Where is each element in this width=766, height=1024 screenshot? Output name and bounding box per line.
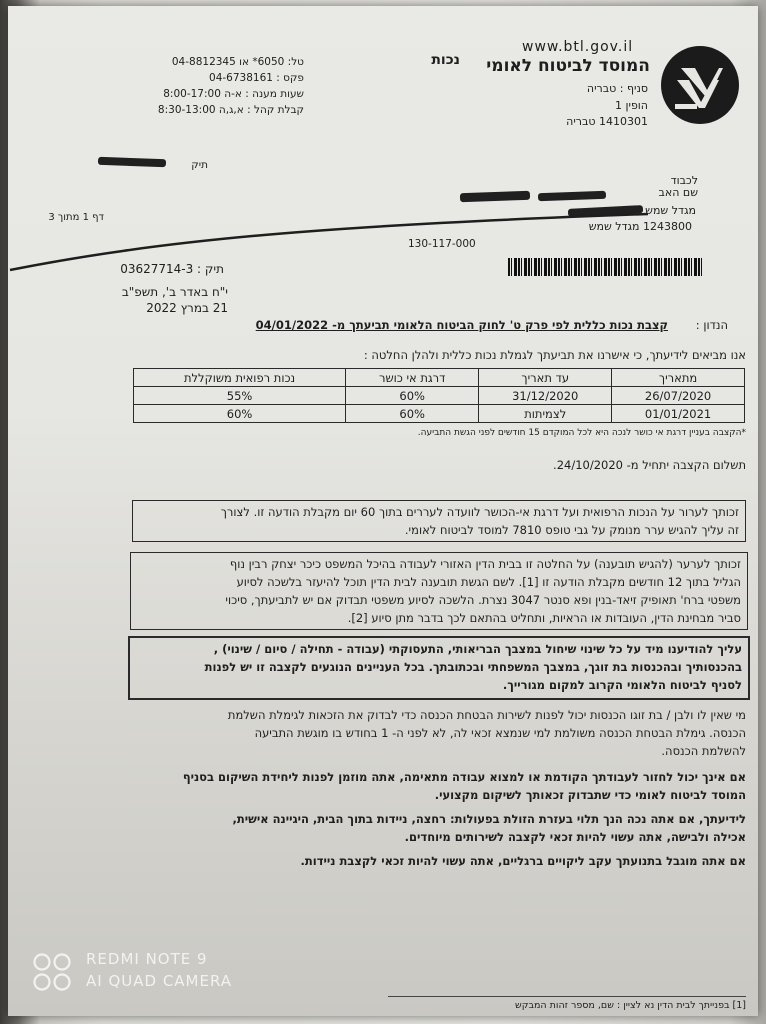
recipient-city-postal: 1243800 מגדל שמש	[588, 220, 692, 233]
rehabilitation-paragraph	[128, 768, 746, 804]
case-label: תיק	[191, 159, 208, 171]
table-header-cell: עד תאריך	[479, 369, 612, 387]
page-info: דף 1 מתוך 3	[48, 212, 104, 223]
phone-line: טל: 6050* או 04-8812345	[171, 56, 304, 68]
fax-line: פקס : 04-6738161	[209, 72, 304, 84]
table-cell: 01/01/2021	[612, 405, 745, 423]
department-label: נכות	[431, 52, 460, 68]
footnote-divider	[388, 996, 746, 997]
table-cell: 60%	[346, 405, 479, 423]
footnote-text: [1] בפנייתך לבית הדין נא לציין : שם, מספר זהות המבקש	[514, 1000, 746, 1011]
case-number: תיק : 03627714-3	[120, 262, 224, 276]
box-line: הגליל בתוך 12 חודשים מקבלת הודעה זו [1]. לשם הגשת תובענה לבית הדין תוכל להיעזר בלשכה לסיוע	[236, 575, 741, 589]
box-line: סביר מבחינת הדין, העובדות או הראיות, ותחליט בהתאם לכך בדבר מתן סיוע [2].	[347, 611, 741, 625]
branch-label: סניף : טבריה	[586, 82, 648, 95]
father-name-label: שם האב	[658, 186, 698, 199]
website-url: www.btl.gov.il	[522, 39, 634, 55]
redacted-case-id	[98, 157, 166, 167]
national-insurance-logo	[661, 46, 739, 124]
paragraph-line: לידיעתך, אם אתה נכה הנך תלוי בעזרת הזולת בפעולות: רחצה, ניידות בתוך הבית, היגיינה אישית,	[232, 812, 746, 826]
special-services-paragraph	[128, 810, 746, 846]
mobility-paragraph: אם אתה מוגבל בתנועתך עקב ליקויים ברגליים, אתה עשוי להיות זכאי לקצבת ניידות.	[300, 854, 746, 868]
table-row	[134, 405, 745, 423]
hebrew-date: י"ח באדר ב', תשפ"ב	[121, 285, 228, 299]
barcode-image	[508, 258, 704, 276]
gregorian-date: 21 במרץ 2022	[146, 301, 228, 315]
table-cell: 60%	[134, 405, 346, 423]
reference-code: 130-117-000	[408, 238, 476, 250]
letter-page	[8, 6, 758, 1016]
box-line: בהכנסותיך ובהכנסות בת זוגך, במצבך המשפחתי ובכתובתך. בכל העניינים הנוגעים לקצבה זו יש לפנות	[204, 660, 742, 674]
table-header-cell: נכות רפואית משוקללת	[134, 369, 346, 387]
quad-camera-icon	[32, 952, 76, 994]
disability-decision-table	[133, 368, 745, 423]
paragraph-line: אם אינך יכול לחזור לעבודתך הקודמת או למצוא עבודה מתאימה, אתה מוזמן לפנות ליחידת השיקום בסניף	[182, 770, 746, 784]
payment-start: תשלום הקצבה יתחיל מ- 24/10/2020.	[553, 458, 746, 472]
paragraph-line: הכנסה. גימלת הבטחת הכנסה משולמת למי שנמצא זכאי לה, לא לפני ה- 1 בחודש בו מוגשת התביעה	[254, 726, 746, 740]
table-cell: לצמיתות	[479, 405, 612, 423]
branch-street: הופין 1	[614, 99, 648, 112]
box-line: זכותך לערער (להגיש תובענה) על החלטה זו בבית הדין האזורי לעבודה בהיכל המשפט כיכר יצחק רבין נוף	[229, 557, 741, 571]
report-changes-box	[128, 636, 750, 700]
paragraph-line: אכילה ולבישה, אתה עשוי להיות זכאי לקצבה לשירותים מיוחדים.	[404, 830, 746, 844]
table-note: *הקצבה בעניין דרגת אי כושר לנכה היא לכל המוקדם 15 חודשים לפני הגשת התביעה.	[417, 428, 746, 438]
org-name: המוסד לביטוח לאומי	[486, 56, 650, 76]
reception-line: קבלת קהל : א,ג,ה 8:30-13:00	[157, 104, 304, 116]
paragraph-line: המוסד לביטוח לאומי כדי שתבדוק זכאותך לשיקום מקצועי.	[434, 788, 746, 802]
camera-watermark	[32, 950, 232, 990]
subject-text: קצבת נכות כללית לפי פרק ט' לחוק הביטוח הלאומי תביעתך מ- 04/01/2022	[255, 318, 668, 332]
watermark-camera: AI QUAD CAMERA	[86, 972, 233, 990]
table-header-cell: מתאריך	[612, 369, 745, 387]
watermark-model: REDMI NOTE 9	[86, 950, 208, 968]
subject-label: הנדון :	[695, 318, 728, 332]
table-cell: 60%	[346, 387, 479, 405]
table-header-cell: דרגת אי כושר	[346, 369, 479, 387]
appeal-committee-box	[132, 500, 746, 542]
table-cell: 55%	[134, 387, 346, 405]
box-line: זכותך לערור על הנכות הרפואית ועל דרגת אי-הכושר לוועדה לעררים בתוך 60 יום מקבלת הודעה זו. לצורך	[220, 505, 739, 519]
table-cell: 26/07/2020	[612, 387, 745, 405]
intro-text: אנו מביאים לידיעתך, כי אישרנו את תביעתך לגמלת נכות כללית ולהלן החלטה :	[363, 348, 746, 362]
box-line: לסניף לביטוח הלאומי הקרוב למקום מגורייך.	[502, 678, 742, 692]
table-header-row	[134, 369, 745, 387]
box-line: עליך להודיענו מיד על כל שינוי שיחול במצבך הבריאותי, התעסוקתי (עבודה - תחילה / סיום / שינוי) ,	[213, 642, 742, 656]
paragraph-line: מי שאין לו ולבן / בת זוגו הכנסות יכול לפנות לשירות הבטחת הכנסה כדי לבדוק את הזכאות לגימלת השלמת	[227, 708, 746, 722]
table-row	[134, 387, 745, 405]
labor-court-box	[130, 552, 748, 630]
recipient-city: מגדל שמש	[645, 204, 696, 217]
branch-postal: 1410301 טבריה	[566, 115, 648, 128]
income-support-paragraph	[148, 706, 746, 760]
paragraph-line: להשלמת הכנסה.	[661, 744, 746, 758]
table-cell: 31/12/2020	[479, 387, 612, 405]
box-line: משפטי ברח' תאופיק זיאד-בנין ופא סנטר 3047 נצרת. הלשכה לסיוע משפטי תבדוק אם יש לתביעתך, סיכוי	[225, 593, 741, 607]
box-line: זה עליך להגיש ערר מנומק על גבי טופס 7810 למוסד לביטוח לאומי.	[404, 523, 739, 537]
to-label: לכבוד	[670, 174, 698, 187]
hours-line: שעות מענה : א-ה 8:00-17:00	[163, 88, 304, 100]
